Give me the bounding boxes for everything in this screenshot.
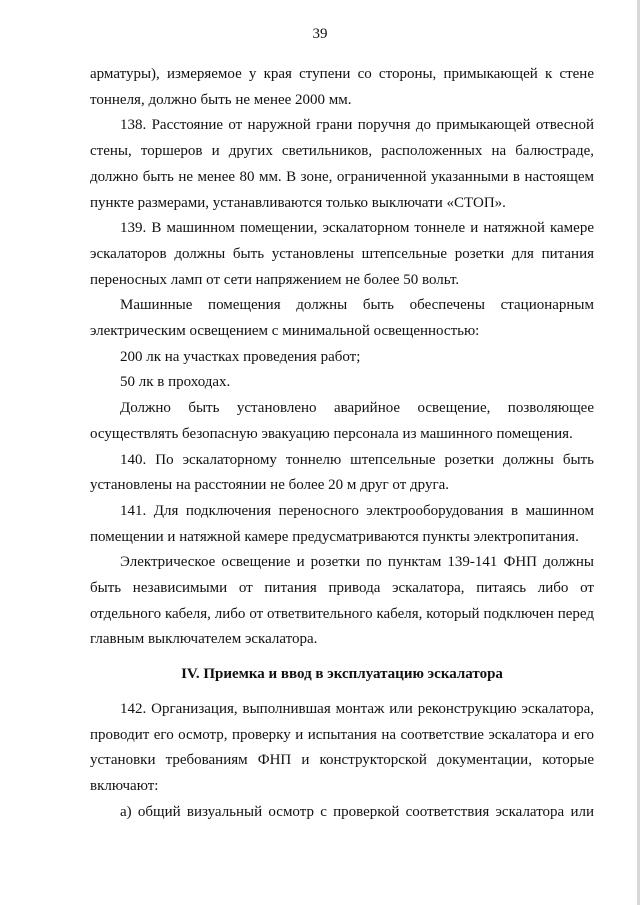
paragraph-140: 140. По эскалаторному тоннелю штепсельные розетки должны быть установлены на расстоянии не более 20 м друг от друга. xyxy=(90,451,594,494)
paragraph-50-lux: 50 лк в проходах. xyxy=(120,374,231,391)
paragraph-200-lux: 200 лк на участках проведения работ; xyxy=(120,348,361,365)
paragraph-142: 142. Организация, выполнившая монтаж или реконструкцию эскалатора, проводит его осмотр, проверку и испытания на соответствие эскалатора и его установки требованиям ФНП и конструкторской документации, которые включают: xyxy=(90,700,594,794)
paragraph-141: 141. Для подключения переносного электрооборудования в машинном помещении и натяжной камере предусматриваются пункты электропитания. xyxy=(90,502,594,545)
paragraph-139: 139. В машинном помещении, эскалаторном тоннеле и натяжной камере эскалаторов должны быть установлены штепсельные розетки для питания переносных ламп от сети напряжением не более 50 вольт. xyxy=(90,220,594,288)
paragraph-emergency-lighting: Должно быть установлено аварийное освещение, позволяющее осуществлять безопасную эвакуацию персонала из машинного помещения. xyxy=(90,400,594,442)
paragraph-142-item-a: а) общий визуальный осмотр с проверкой соответствия эскалатора или xyxy=(120,803,594,820)
paragraph-138: 138. Расстояние от наружной грани поручня до примыкающей отвесной стены, торшеров и других светильников, расположенных на балюстраде, должно быть не менее 80 мм. В зоне, ограниченной указанными в настоящем пункте размерами, устанавливаются только выключати «СТОП». xyxy=(90,117,594,211)
page-number: 39 xyxy=(312,26,328,42)
paragraph-continuation: арматуры), измеряемое у края ступени со стороны, примыкающей к стене тоннеля, должно быть не менее 2000 мм. xyxy=(90,66,594,108)
document-body xyxy=(90,62,594,825)
section-heading: IV. Приемка и ввод в эксплуатацию эскалатора xyxy=(181,666,503,683)
paragraph-machine-rooms-lighting: Машинные помещения должны быть обеспечены стационарным электрическим освещением с минимальной освещенностью: xyxy=(90,297,594,340)
paragraph-independent-power: Электрическое освещение и розетки по пунктам 139-141 ФНП должны быть независимыми от питания привода эскалатора, питаясь либо от отдельного кабеля, либо от ответвительного кабеля, который подключен перед главным выключателем эскалатора. xyxy=(90,554,594,648)
